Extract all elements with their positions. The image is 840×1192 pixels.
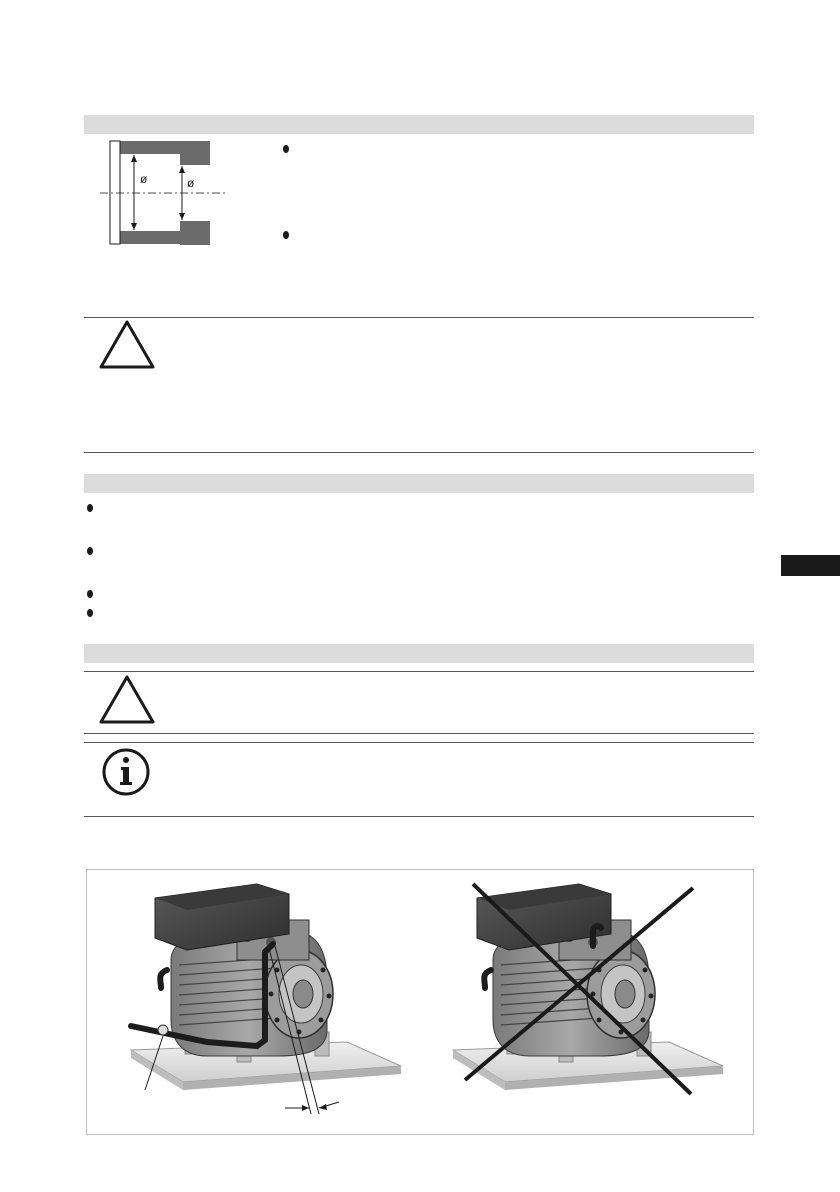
pipe-cross-section-figure [100, 135, 230, 255]
chapter-tab-marker [781, 555, 840, 576]
bullet-2 [283, 231, 289, 239]
bullet-3 [87, 504, 93, 512]
bullet-1 [283, 145, 289, 153]
section-header-bar-2 [84, 474, 754, 493]
section-header-bar-1 [84, 115, 754, 134]
bullet-5 [87, 590, 93, 598]
warning-box-2-bottom-rule [84, 733, 754, 734]
inner-diameter-label: ø [140, 172, 148, 186]
info-circle-icon [100, 746, 152, 798]
outer-diameter-label: ø [187, 176, 195, 190]
incorrect-installation-illustration [453, 884, 723, 1094]
warning-triangle-icon [98, 674, 156, 726]
bullet-6 [87, 609, 93, 617]
section-header-bar-3 [84, 644, 754, 663]
info-box-bottom-rule [84, 816, 754, 817]
correct-installation-illustration [131, 884, 401, 1114]
compressor-illustrations [87, 870, 753, 1134]
warning-triangle-icon [98, 319, 156, 371]
info-box-top-rule [84, 742, 754, 743]
warning-box-1-top-rule [84, 317, 754, 318]
bullet-4 [87, 547, 93, 555]
warning-box-2-top-rule [84, 671, 754, 672]
warning-box-1-bottom-rule [84, 452, 754, 453]
compressor-figure-frame [86, 869, 754, 1135]
